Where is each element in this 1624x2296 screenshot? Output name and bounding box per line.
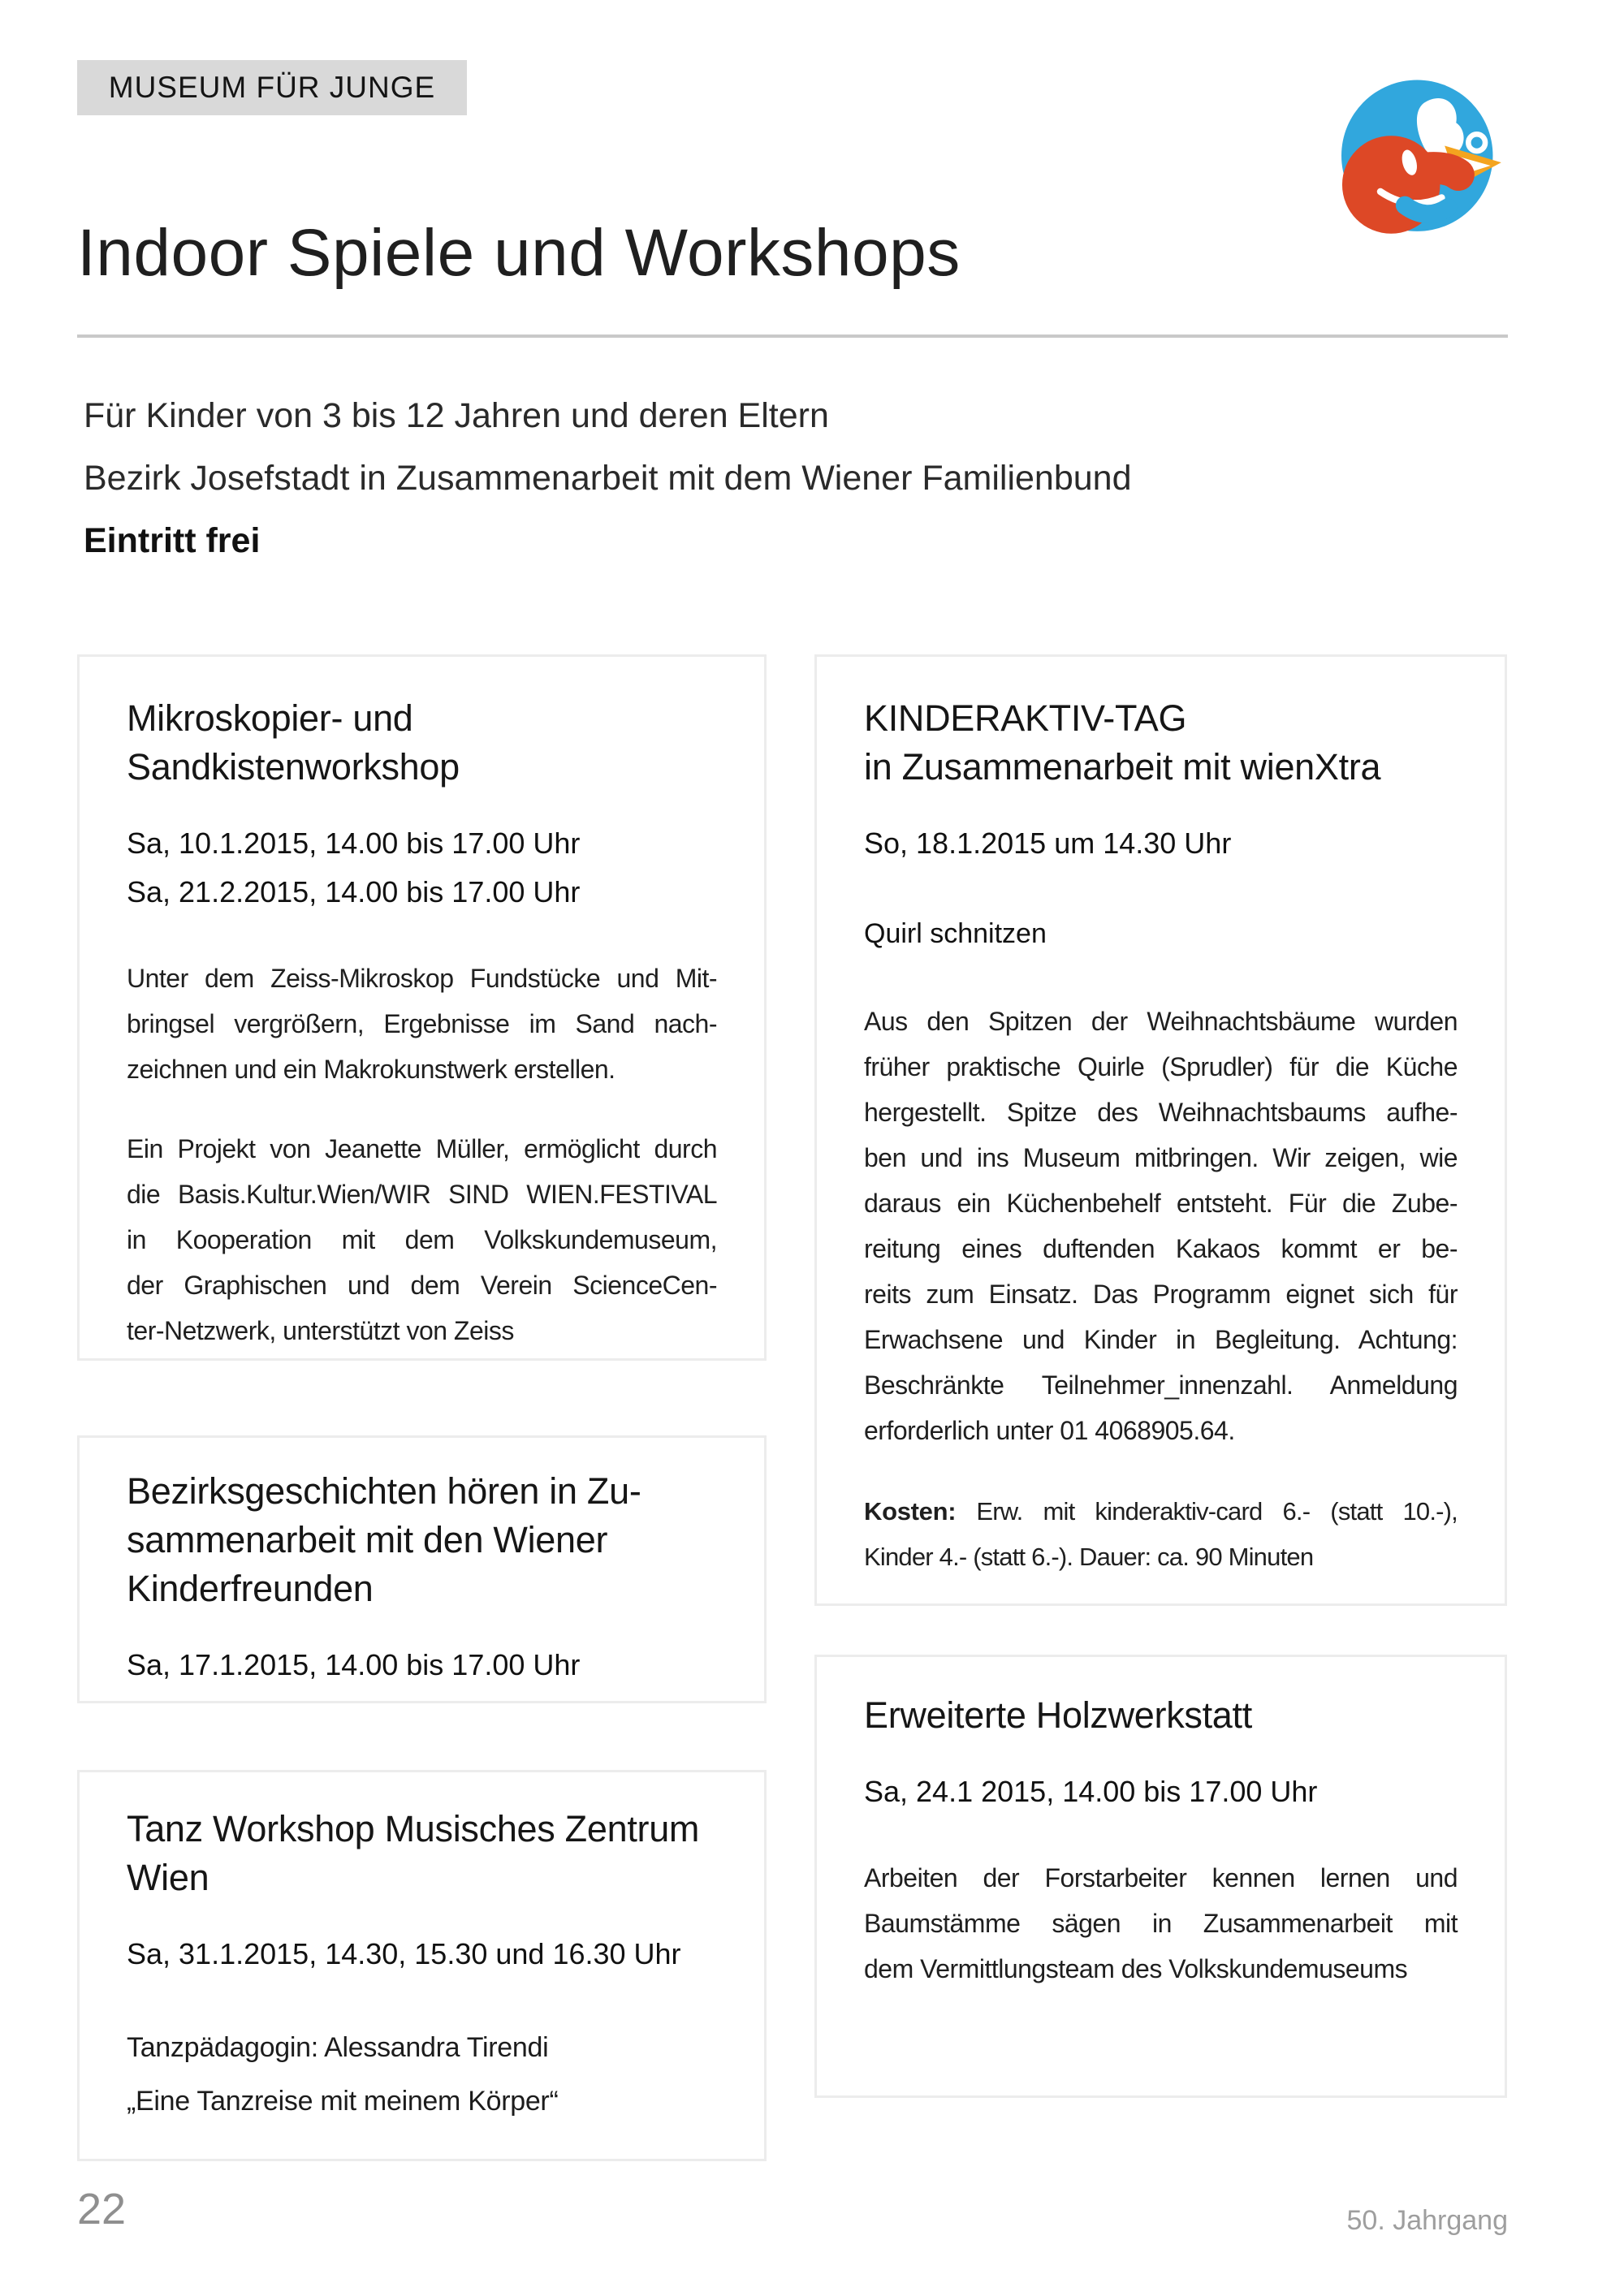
text-line: Sa, 31.1.2015, 14.30, 15.30 und 16.30 Uhr [127,1937,681,1970]
text-line: bringsel vergrößern, Ergebnisse im Sand nach- [127,1009,717,1038]
text-line: reitung eines duftenden Kakaos kommt er be- [864,1234,1458,1263]
event-credits [127,1126,717,1353]
event-card-kinderaktiv-tag [814,654,1507,1606]
text-line: Sa, 17.1.2015, 14.00 bis 17.00 Uhr [127,1648,581,1681]
text-line: hergestellt. Spitze des Weihnachtsbaums aufhe- [864,1098,1458,1127]
text-line: früher praktische Quirle (Sprudler) für die Küche [864,1052,1458,1081]
event-costs [864,1489,1458,1580]
free-entry-note: Eintritt frei [84,521,261,560]
text-line: „Eine Tanzreise mit meinem Körper“ [127,2086,559,2117]
text-line: Sa, 21.2.2015, 14.00 bis 17.00 Uhr [127,875,581,908]
text-line: Arbeiten der Forstarbeiter kennen lernen und [864,1863,1458,1892]
event-card-mikroskopier-workshop [77,654,767,1361]
museum-badge: MUSEUM FÜR JUNGE [77,60,467,115]
text-line: Für Kinder von 3 bis 12 Jahren und deren Eltern [84,396,829,435]
text-line: der Graphischen und dem Verein ScienceCen- [127,1271,717,1300]
text-line: daraus ein Küchenbehelf entsteht. Für die Zube- [864,1189,1458,1218]
text-line: Bezirksgeschichten hören in Zu- [127,1470,641,1512]
text-line: Tanzpädagogin: Alessandra Tirendi [127,2032,549,2063]
text-line: Baumstämme sägen in Zusammenarbeit mit [864,1909,1458,1938]
text-line: Erweiterte Holzwerkstatt [864,1694,1252,1736]
kosten-text: Erw. mit kinderaktiv-card 6.- (statt 10.-), [956,1497,1458,1526]
text-line: sammenarbeit mit den Wiener [127,1519,608,1560]
event-card-tanz-workshop [77,1770,767,2161]
text-line: ter-Netzwerk, unterstützt von Zeiss [127,1316,514,1345]
volume-label: 50. Jahrgang [1346,2205,1508,2236]
text-line: in Zusammenarbeit mit wienXtra [864,746,1381,788]
text-line: Aus den Spitzen der Weihnachtsbäume wurden [864,1007,1458,1036]
text-line: Beschränkte Teilnehmer_innenzahl. Anmeldung [864,1370,1458,1400]
event-description [864,1855,1458,1992]
event-dates [127,1641,717,1690]
text-line: Mikroskopier- und [127,697,413,739]
event-note [127,2021,717,2128]
text-line: zeichnen und ein Makrokunstwerk erstellen. [127,1055,615,1084]
event-title [864,694,1458,792]
intro-text [84,385,1132,572]
header-divider [77,334,1508,338]
text-line: Wien [127,1857,209,1898]
text-line: Sandkistenworkshop [127,746,460,788]
event-description [864,999,1458,1453]
text-line: Unter dem Zeiss-Mikroskop Fundstücke und Mit- [127,964,717,993]
text-line: die Basis.Kultur.Wien/WIR SIND WIEN.FESTIVAL [127,1180,717,1209]
text-line: Sa, 24.1 2015, 14.00 bis 17.00 Uhr [864,1775,1318,1808]
event-card-holzwerkstatt [814,1655,1507,2098]
page-number: 22 [77,2185,127,2233]
page-title: Indoor Spiele und Workshops [77,215,961,290]
event-dates [864,819,1458,868]
text-line: reits zum Einsatz. Das Programm eignet sich für [864,1280,1458,1309]
text-line: Kinderfreunden [127,1568,374,1609]
text-line: So, 18.1.2015 um 14.30 Uhr [864,826,1232,860]
kosten-label: Kosten: [864,1497,957,1526]
text-line: Ein Projekt von Jeanette Müller, ermöglicht durch [127,1134,717,1163]
museum-bird-logo-icon [1328,75,1512,255]
text-line [864,1489,1458,1534]
text-line: KINDERAKTIV-TAG [864,697,1187,739]
text-line: Kinder 4.- (statt 6.-). Dauer: ca. 90 Minuten [864,1543,1314,1571]
text-line: erforderlich unter 01 4068905.64. [864,1416,1235,1445]
event-dates [864,1767,1458,1816]
text-line: dem Vermittlungsteam des Volkskundemuseums [864,1954,1408,1983]
event-title [864,1691,1458,1740]
text-line: Tanz Workshop Musisches Zentrum [127,1808,700,1849]
event-title [127,1467,717,1613]
text-line: in Kooperation mit dem Volkskundemuseum, [127,1225,717,1254]
intro-lines [84,385,1132,510]
text-line: Bezirk Josefstadt in Zusammenarbeit mit dem Wiener Familienbund [84,459,1132,498]
event-title [127,694,717,792]
event-card-bezirksgeschichten [77,1435,767,1703]
text-line: Erwachsene und Kinder in Begleitung. Achtung: [864,1325,1458,1354]
event-dates [127,819,717,917]
event-description [127,956,717,1092]
text-line: ben und ins Museum mitbringen. Wir zeigen, wie [864,1143,1458,1172]
event-dates [127,1930,717,1979]
event-subheading: Quirl schnitzen [864,918,1047,949]
text-line: Sa, 10.1.2015, 14.00 bis 17.00 Uhr [127,826,581,860]
event-title [127,1805,717,1902]
